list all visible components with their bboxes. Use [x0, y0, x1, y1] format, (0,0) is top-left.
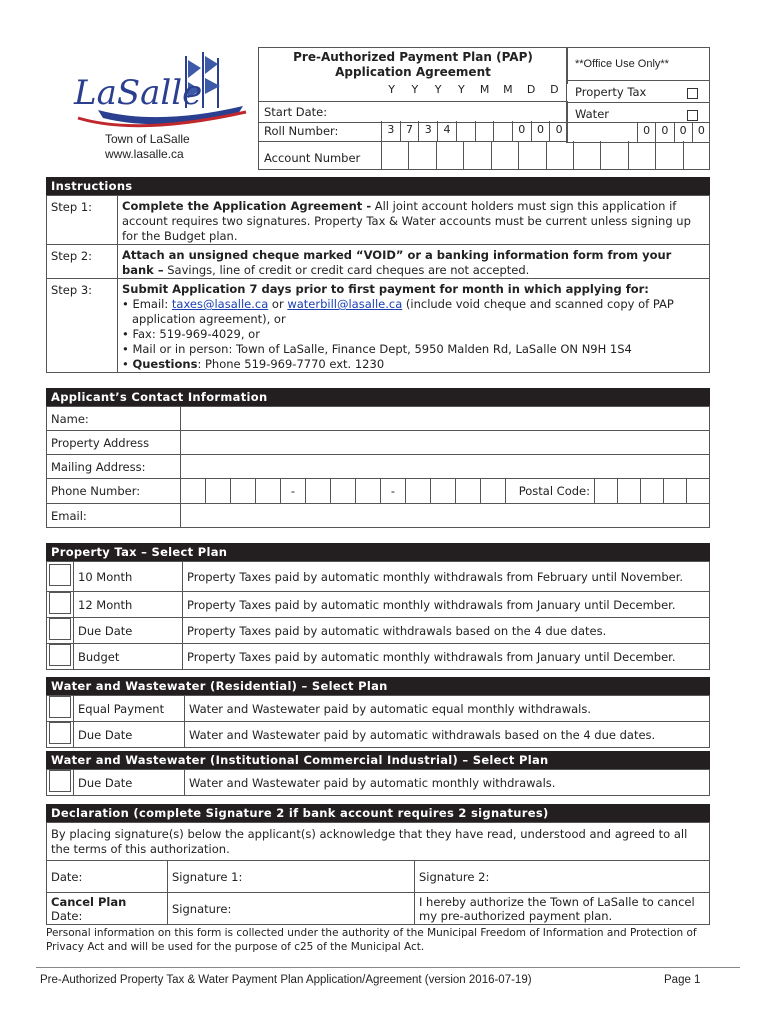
signature-1-field[interactable]: [168, 861, 415, 893]
date-letter: M: [503, 83, 513, 96]
roll-digit[interactable]: [476, 121, 495, 141]
roll-digit[interactable]: 3: [419, 121, 438, 141]
plan-description: Property Taxes paid by automatic monthly withdrawals from January until December.: [183, 644, 710, 670]
town-website: www.lasalle.ca: [105, 147, 184, 161]
plan-description: Property Taxes paid by automatic monthly withdrawals from January until December.: [183, 592, 710, 618]
property-address-input[interactable]: [181, 431, 710, 455]
date-letter: Y: [411, 83, 419, 96]
roll-number-label: Roll Number:: [264, 124, 339, 138]
phone-digit[interactable]: [305, 479, 330, 503]
email-input[interactable]: [181, 504, 710, 528]
date-letters: [380, 83, 566, 99]
roll-digit[interactable]: 7: [401, 121, 420, 141]
phone-dash: -: [280, 479, 305, 503]
contact-heading: Applicant’s Contact Information: [46, 388, 710, 406]
plan-description: Water and Wastewater paid by automatic monthly withdrawals.: [185, 770, 710, 796]
cancel-authorize-text: I hereby authorize the Town of LaSalle to cancel my pre-authorized payment plan.: [415, 893, 710, 925]
plan-12-month-checkbox[interactable]: [49, 592, 71, 614]
office-digit[interactable]: 0: [697, 124, 705, 137]
postal-code-label: Postal Code:: [505, 479, 594, 503]
property-address-label: Property Address: [47, 431, 181, 455]
email-water-link[interactable]: waterbill@lasalle.ca: [287, 297, 403, 311]
name-label: Name:: [47, 407, 181, 431]
plan-label: 10 Month: [74, 562, 183, 592]
page-number: Page 1: [664, 974, 701, 986]
mailing-address-input[interactable]: [181, 455, 710, 479]
property-tax-office-checkbox[interactable]: [687, 88, 698, 99]
plan-label: Budget: [74, 644, 183, 670]
office-digit[interactable]: 0: [675, 122, 693, 142]
declaration-section: [46, 804, 710, 925]
phone-digit[interactable]: [455, 479, 480, 503]
roll-digit[interactable]: 0: [513, 121, 532, 141]
name-input[interactable]: [181, 407, 710, 431]
date-letter: D: [550, 83, 559, 96]
water-office-checkbox[interactable]: [687, 110, 698, 121]
plan-label: 12 Month: [74, 592, 183, 618]
postal-char[interactable]: [686, 479, 709, 503]
declaration-heading: Declaration (complete Signature 2 if bank account requires 2 signatures): [46, 804, 710, 822]
start-date-label: Start Date:: [264, 105, 328, 119]
roll-number-row: [258, 121, 568, 142]
signature-2-field[interactable]: [415, 861, 710, 893]
cancel-signature-label: Signature:: [172, 901, 232, 916]
phone-digit[interactable]: [230, 479, 255, 503]
postal-char[interactable]: [617, 479, 640, 503]
date-letter: Y: [434, 83, 442, 96]
town-name: Town of LaSalle: [105, 132, 190, 146]
office-digit[interactable]: 0: [638, 122, 656, 142]
water-due-date-checkbox[interactable]: [49, 722, 71, 744]
account-number-input[interactable]: [381, 141, 710, 169]
roll-digit[interactable]: 4: [438, 121, 457, 141]
water-office-label: Water: [575, 107, 609, 121]
plan-description: Property Taxes paid by automatic monthly withdrawals from February until November.: [183, 562, 710, 592]
postal-char[interactable]: [640, 479, 663, 503]
step1-label: Step 1:: [47, 196, 118, 245]
declaration-text: By placing signature(s) below the applicant(s) acknowledge that they have read, understood and agreed to all the terms of this authorization.: [47, 823, 710, 861]
office-use-box: [566, 47, 710, 143]
phone-digit[interactable]: [255, 479, 280, 503]
phone-postal-row: [181, 479, 709, 503]
water-equal-payment-checkbox[interactable]: [49, 696, 71, 718]
declaration-date-label: Date:: [47, 861, 168, 893]
email-label: Email:: [47, 504, 181, 528]
plan-due-date-checkbox[interactable]: [49, 618, 71, 640]
instructions-heading: Instructions: [46, 177, 710, 195]
postal-char[interactable]: [594, 479, 617, 503]
phone-digit[interactable]: [480, 479, 505, 503]
phone-digit[interactable]: [405, 479, 430, 503]
date-letter: D: [526, 83, 536, 96]
lasalle-logo: [68, 48, 248, 128]
step2-label: Step 2:: [47, 245, 118, 279]
cancel-plan-label: Cancel Plan: [51, 894, 127, 909]
account-number-row: [258, 141, 710, 170]
phone-digit[interactable]: [355, 479, 380, 503]
roll-digit[interactable]: 0: [555, 123, 563, 136]
phone-digit[interactable]: [430, 479, 455, 503]
property-tax-heading: Property Tax – Select Plan: [46, 543, 710, 561]
plan-label: Due Date: [74, 770, 185, 796]
water-residential-section: [46, 677, 710, 748]
date-letter: M: [479, 83, 490, 96]
phone-dash: -: [380, 479, 405, 503]
phone-digit[interactable]: [330, 479, 355, 503]
office-use-label: **Office Use Only**: [575, 58, 669, 70]
property-tax-office-label: Property Tax: [575, 85, 647, 99]
office-digit[interactable]: 0: [656, 122, 674, 142]
step3-label: Step 3:: [47, 279, 118, 373]
instructions-section: [46, 177, 710, 373]
water-ici-heading: Water and Wastewater (Institutional Commercial Industrial) – Select Plan: [46, 751, 710, 769]
water-ici-due-date-checkbox[interactable]: [49, 770, 71, 792]
privacy-notice: Personal information on this form is collected under the authority of the Municipal Freedom of Information and Protection of Privacy Act and will be used for the purpose of c25 of the Municipal Act.: [46, 927, 697, 953]
roll-digit[interactable]: [494, 121, 513, 141]
roll-digit[interactable]: 0: [532, 121, 551, 141]
signature-1-label: Signature 1:: [172, 869, 243, 884]
office-account-digits[interactable]: [638, 122, 710, 142]
email-taxes-link[interactable]: taxes@lasalle.ca: [171, 297, 269, 311]
phone-digit[interactable]: [205, 479, 230, 503]
form-title-line2: Application Agreement: [335, 65, 491, 79]
form-title-line1: Pre-Authorized Payment Plan (PAP): [293, 50, 533, 64]
plan-10-month-checkbox[interactable]: [49, 564, 71, 586]
water-residential-heading: Water and Wastewater (Residential) – Select Plan: [46, 677, 710, 695]
step2-text: Attach an unsigned cheque marked “VOID” or a banking information form from your bank – Savings, line of credit or credit card cheques are not accepted.: [118, 245, 710, 279]
account-number-label: Account Number: [264, 151, 361, 165]
contact-section: [46, 388, 710, 528]
logo-wordmark: LaSalle: [74, 73, 203, 113]
date-letter: Y: [388, 83, 395, 96]
plan-description: Property Taxes paid by automatic withdrawals based on the 4 due dates.: [183, 618, 710, 644]
signature-2-label: Signature 2:: [419, 869, 490, 884]
pap-title-box: [258, 47, 568, 84]
property-tax-section: [46, 543, 710, 670]
step3-text: Submit Application 7 days prior to first payment for month in which applying for: • Email: taxes@lasalle.ca or waterbill@lasalle.ca (include void cheque and scanned copy of PAP application agreement), or • Fax: 519-969-4029, or • Mail or in person: Town of LaSalle, Finance Dept, 5950 Malden Rd, LaSalle ON N9H 1S4 • Questions: Phone 519-969-7770 ext. 1230: [118, 279, 710, 373]
plan-description: Water and Wastewater paid by automatic equal monthly withdrawals.: [185, 696, 710, 722]
date-letter: Y: [458, 83, 465, 96]
cancel-signature-field[interactable]: [168, 893, 415, 925]
roll-digit[interactable]: [457, 121, 476, 141]
plan-budget-checkbox[interactable]: [49, 644, 71, 666]
start-date-row: [258, 101, 568, 123]
water-ici-section: [46, 751, 710, 796]
cancel-date-label: Date:: [51, 908, 83, 923]
phone-label: Phone Number:: [47, 479, 181, 504]
plan-label: Equal Payment: [74, 696, 185, 722]
plan-label: Due Date: [74, 618, 183, 644]
footer-title: Pre-Authorized Property Tax & Water Payment Plan Application/Agreement (version 2016-07-19): [40, 974, 532, 986]
postal-char[interactable]: [663, 479, 686, 503]
plan-label: Due Date: [74, 722, 185, 748]
step1-text: Complete the Application Agreement - All joint account holders must sign this application if account requires two signatures. Property Tax & Water accounts must be current unless signing up for the Budget plan.: [118, 196, 710, 245]
roll-number-input[interactable]: [382, 121, 568, 141]
roll-digit[interactable]: 3: [382, 121, 401, 141]
mailing-address-label: Mailing Address:: [47, 455, 181, 479]
plan-description: Water and Wastewater paid by automatic withdrawals based on the 4 due dates.: [185, 722, 710, 748]
